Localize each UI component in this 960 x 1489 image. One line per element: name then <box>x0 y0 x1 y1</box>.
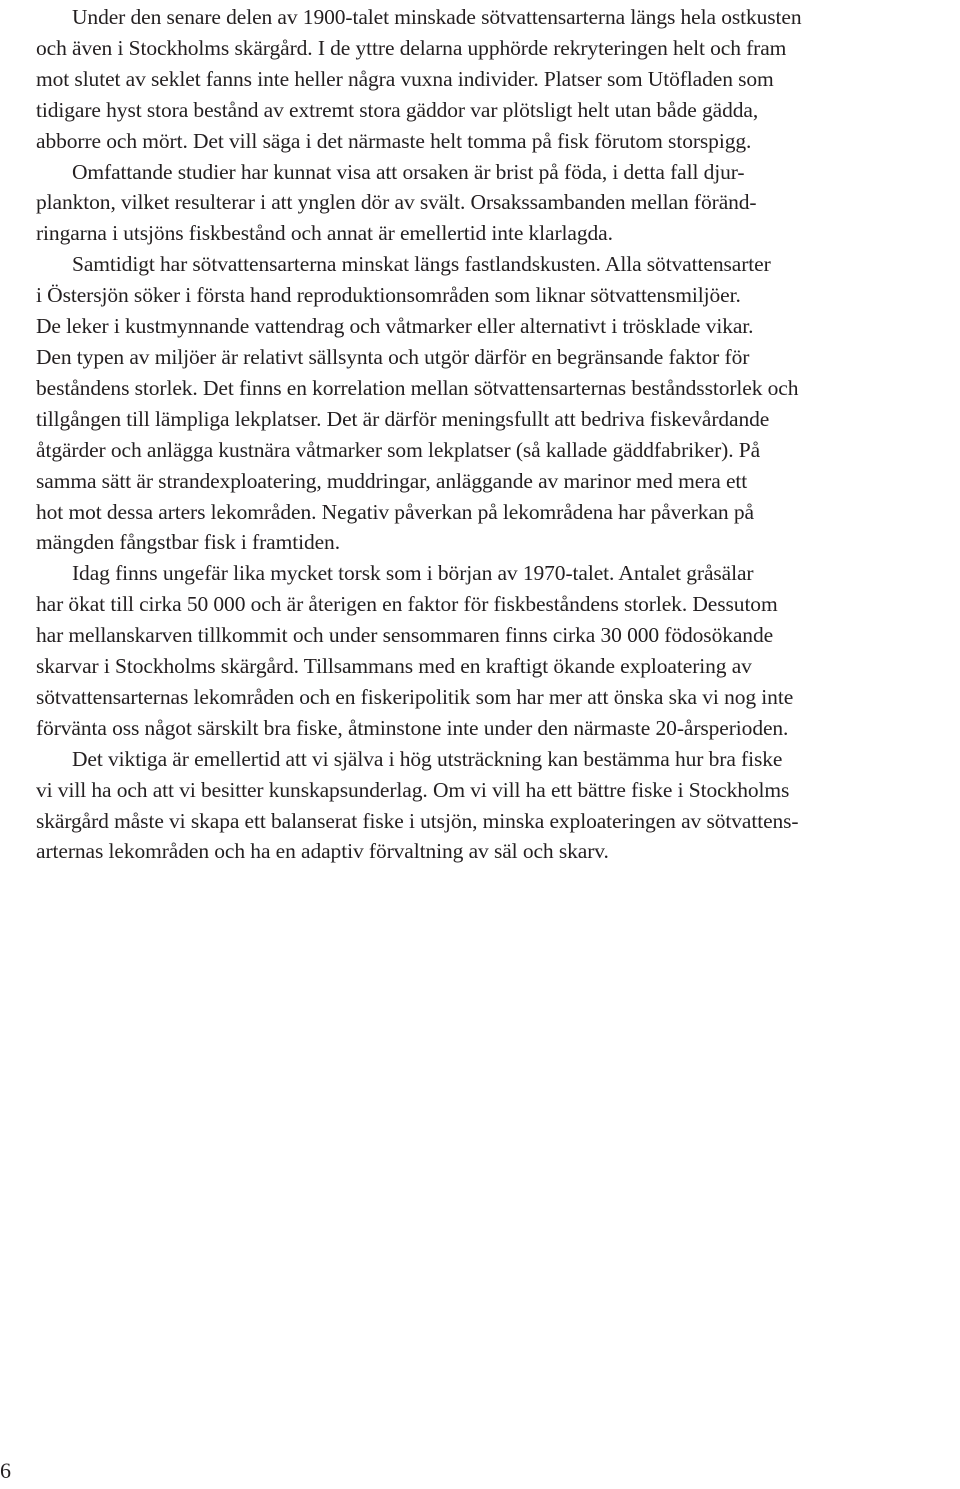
text-line: förvänta oss något särskilt bra fiske, åtminstone inte under den närmaste 20-årsperioden. <box>36 715 789 740</box>
text-line: Idag finns ungefär lika mycket torsk som i början av 1970-talet. Antalet gråsälar <box>72 561 754 586</box>
text-line: tidigare hyst stora bestånd av extremt stora gäddor var plötsligt helt utan både gädda, <box>36 97 759 122</box>
text-line: skärgård måste vi skapa ett balanserat fiske i utsjön, minska exploateringen av sötvattens- <box>36 808 799 833</box>
text-line: och även i Stockholms skärgård. I de yttre delarna upphörde rekryteringen helt och fram <box>36 35 787 60</box>
text-line: mot slutet av seklet fanns inte heller några vuxna individer. Platser som Utöfladen som <box>36 66 774 91</box>
text-line: Det viktiga är emellertid att vi själva i hög utsträckning kan bestämma hur bra fiske <box>72 746 783 771</box>
text-line: samma sätt är strandexploatering, muddringar, anläggande av marinor med mera ett <box>36 468 748 493</box>
text-line: i Östersjön söker i första hand reproduktionsområden som liknar sötvattensmiljöer. <box>36 283 741 308</box>
text-line: sötvattensarternas lekområden och en fiskeripolitik som har mer att önska ska vi nog inte <box>36 684 794 709</box>
text-line: Omfattande studier har kunnat visa att orsaken är brist på föda, i detta fall djur- <box>72 159 745 184</box>
text-line: tillgången till lämpliga lekplatser. Det är därför meningsfullt att bedriva fiskevårdande <box>36 406 770 431</box>
text-line: Den typen av miljöer är relativt sällsynta och utgör därför en begränsande faktor för <box>36 344 750 369</box>
text-line: beståndens storlek. Det finns en korrelation mellan sötvattensarternas beståndsstorlek och <box>36 375 799 400</box>
text-line: abborre och mört. Det vill säga i det närmaste helt tomma på fisk förutom storspigg. <box>36 128 752 153</box>
body-text <box>36 0 958 867</box>
text-line: hot mot dessa arters lekområden. Negativ påverkan på lekområdena har påverkan på <box>36 499 754 524</box>
text-line: har mellanskarven tillkommit och under sensommaren finns cirka 30 000 födosökande <box>36 623 774 648</box>
text-line: plankton, vilket resulterar i att ynglen dör av svält. Orsakssambanden mellan föränd- <box>36 190 757 215</box>
text-line: Samtidigt har sötvattensarterna minskat längs fastlandskusten. Alla sötvattensarter <box>72 252 771 277</box>
document-page <box>36 0 958 867</box>
page-number: 6 <box>0 1458 11 1483</box>
text-line: De leker i kustmynnande vattendrag och våtmarker eller alternativt i trösklade vikar. <box>36 314 754 339</box>
text-line: åtgärder och anlägga kustnära våtmarker som lekplatser (så kallade gäddfabriker). På <box>36 437 761 462</box>
text-line: ringarna i utsjöns fiskbestånd och annat är emellertid inte klarlagda. <box>36 221 613 246</box>
text-line: har ökat till cirka 50 000 och är återigen en faktor för fiskbeståndens storlek. Dessutom <box>36 592 778 617</box>
text-line: mängden fångstbar fisk i framtiden. <box>36 530 340 555</box>
text-line: skarvar i Stockholms skärgård. Tillsammans med en kraftigt ökande exploatering av <box>36 654 752 679</box>
text-line: vi vill ha och att vi besitter kunskapsunderlag. Om vi vill ha ett bättre fiske i Stockholms <box>36 777 790 802</box>
text-line: Under den senare delen av 1900-talet minskade sötvattensarterna längs hela ostkusten <box>72 5 802 29</box>
text-line: arternas lekområden och ha en adaptiv förvaltning av säl och skarv. <box>36 839 609 864</box>
